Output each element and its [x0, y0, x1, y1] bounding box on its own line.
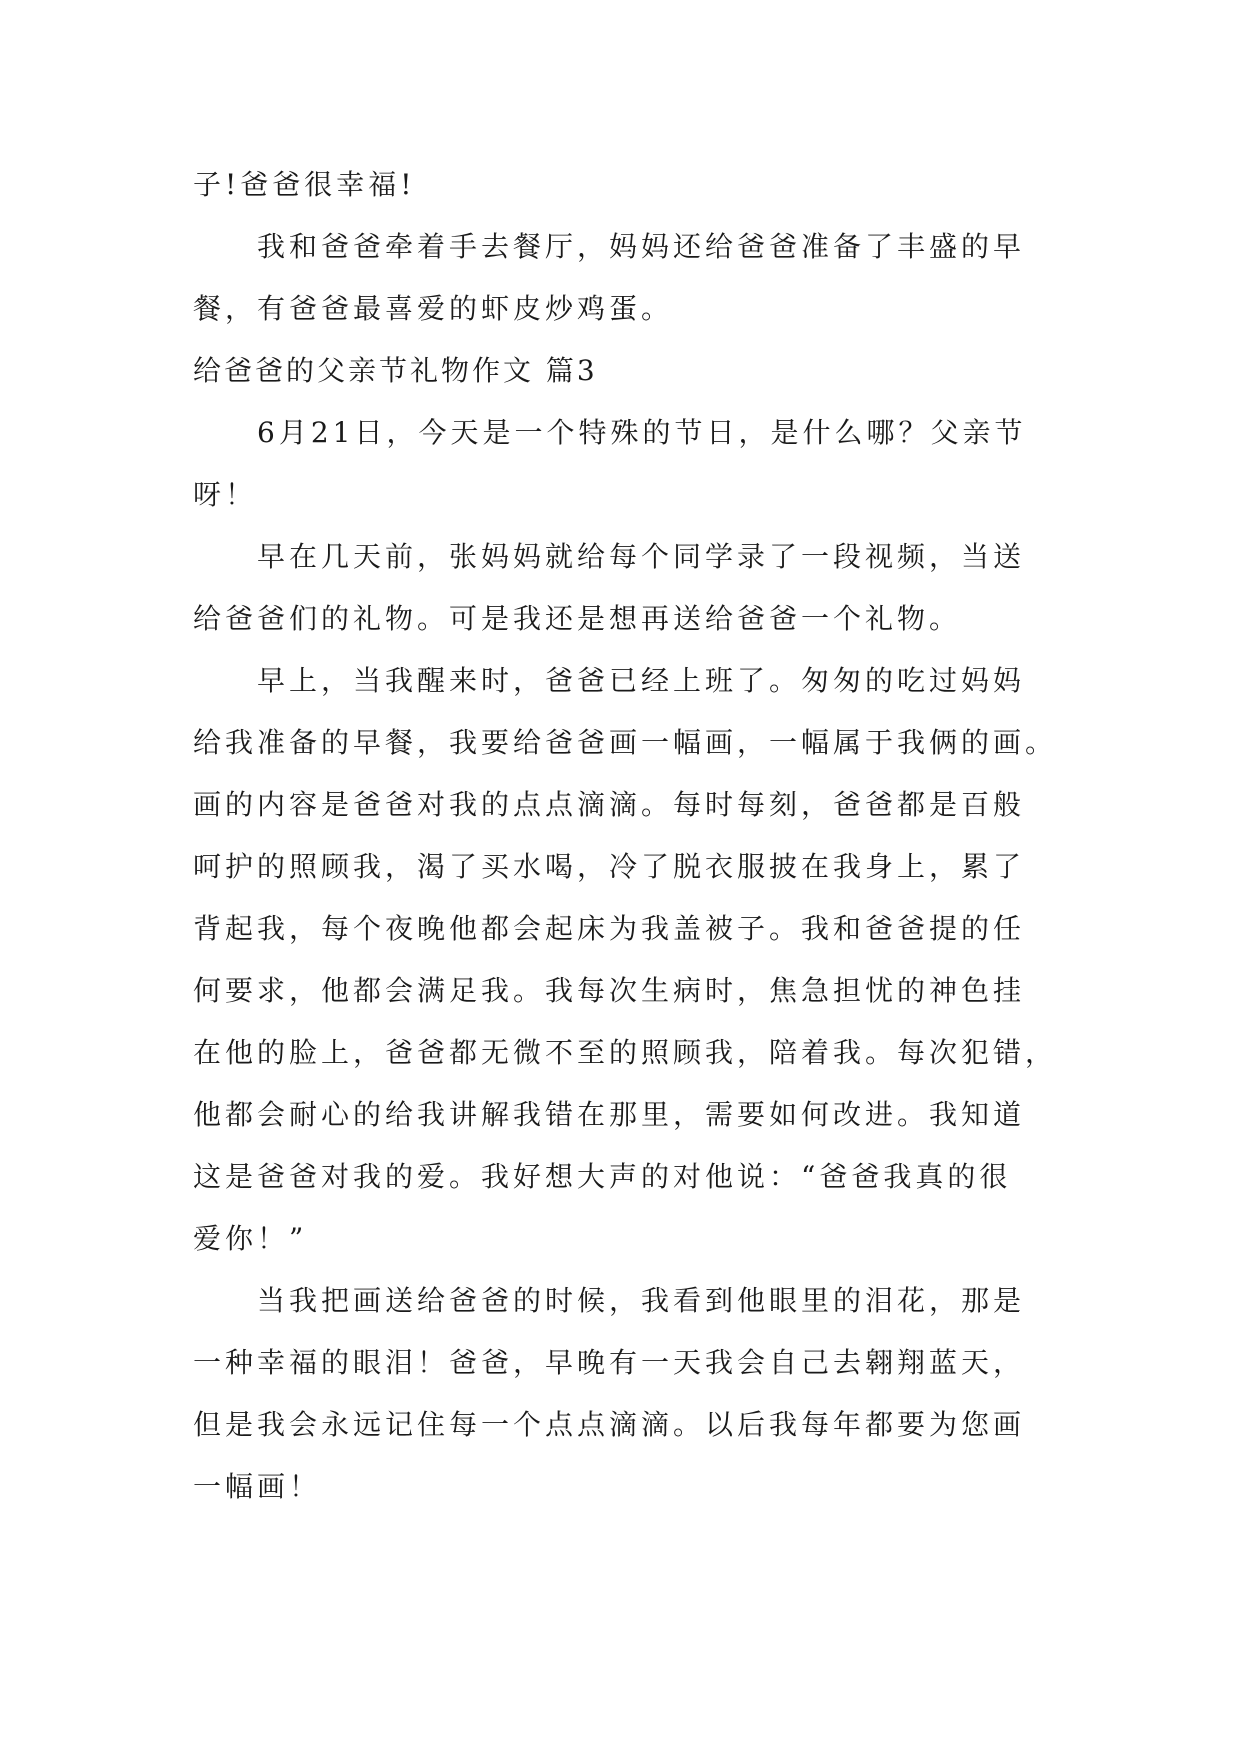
text-line: 在他的脸上，爸爸都无微不至的照顾我，陪着我。每次犯错，	[193, 1036, 1058, 1069]
text-line: 呵护的照顾我，渴了买水喝，冷了脱衣服披在我身上，累了	[193, 850, 1026, 883]
paragraph-start-line: 当我把画送给爸爸的时候，我看到他眼里的泪花，那是	[257, 1284, 1026, 1317]
text-line: 给我准备的早餐，我要给爸爸画一幅画，一幅属于我俩的画。	[193, 726, 1058, 759]
text-line: 呀！	[193, 478, 258, 511]
text-line: 子!爸爸很幸福!	[193, 168, 416, 201]
text-line: 这是爸爸对我的爱。我好想大声的对他说：“爸爸我真的很	[193, 1160, 1012, 1193]
paragraph-start-line: 6月21日，今天是一个特殊的节日，是什么哪？父亲节	[257, 416, 1027, 449]
text-line: 画的内容是爸爸对我的点点滴滴。每时每刻，爸爸都是百般	[193, 788, 1026, 821]
paragraph-start-line: 早在几天前，张妈妈就给每个同学录了一段视频，当送	[257, 540, 1026, 573]
paragraph-start-line: 早上，当我醒来时，爸爸已经上班了。匆匆的吃过妈妈	[257, 664, 1026, 697]
document-body	[193, 154, 1058, 1518]
text-line: 爱你！”	[193, 1222, 308, 1255]
text-line: 给爸爸们的礼物。可是我还是想再送给爸爸一个礼物。	[193, 602, 962, 635]
text-line: 但是我会永远记住每一个点点滴滴。以后我每年都要为您画	[193, 1408, 1026, 1441]
section-heading: 给爸爸的父亲节礼物作文 篇3	[193, 354, 598, 387]
text-line: 背起我，每个夜晚他都会起床为我盖被子。我和爸爸提的任	[193, 912, 1026, 945]
text-line: 他都会耐心的给我讲解我错在那里，需要如何改进。我知道	[193, 1098, 1026, 1131]
text-line: 餐，有爸爸最喜爱的虾皮炒鸡蛋。	[193, 292, 674, 325]
text-line: 一幅画！	[193, 1470, 322, 1503]
text-line: 一种幸福的眼泪！爸爸，早晚有一天我会自己去翱翔蓝天，	[193, 1346, 1026, 1379]
paragraph-start-line: 我和爸爸牵着手去餐厅，妈妈还给爸爸准备了丰盛的早	[257, 230, 1026, 263]
text-line: 何要求，他都会满足我。我每次生病时，焦急担忧的神色挂	[193, 974, 1026, 1007]
